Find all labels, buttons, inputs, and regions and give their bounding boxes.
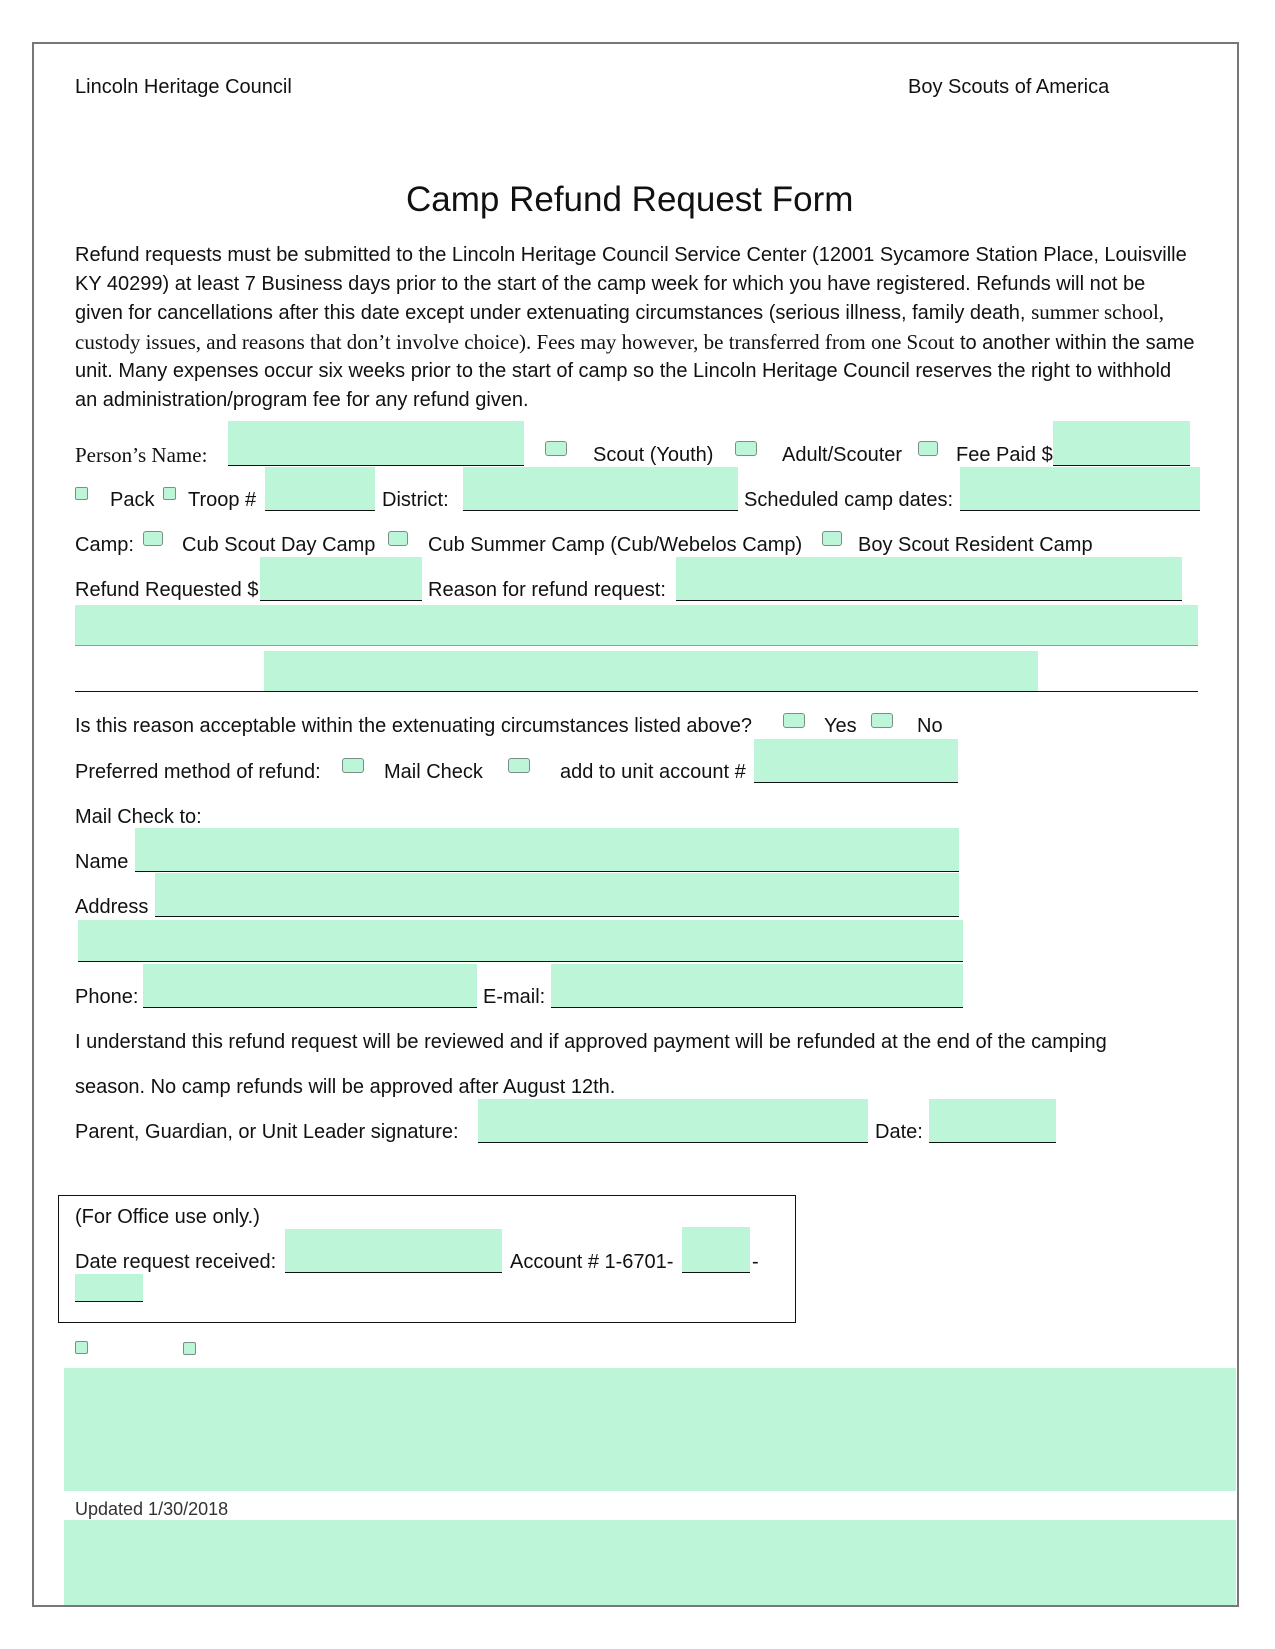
district-underline (463, 510, 738, 511)
address-label: Address (75, 896, 149, 918)
fee-paid-checkbox[interactable] (918, 441, 938, 456)
understand-line-1: I understand this refund request will be reviewed and if approved payment will be refunded at the end of the camping (75, 1031, 1107, 1053)
account-dash: - (752, 1251, 759, 1273)
address-underline-1 (155, 916, 959, 917)
pack-label: Pack (110, 489, 155, 511)
scout-youth-checkbox[interactable] (545, 441, 567, 456)
understand-line-2: season. No camp refunds will be approved after August 12th. (75, 1076, 616, 1098)
reason-field-2[interactable] (75, 605, 1198, 646)
reason-underline-3 (75, 691, 1198, 692)
signature-field[interactable] (478, 1099, 868, 1143)
email-field[interactable] (551, 964, 963, 1008)
office-notes-field[interactable] (64, 1368, 1236, 1491)
cub-day-camp-checkbox[interactable] (143, 531, 163, 546)
name-field[interactable] (135, 828, 959, 872)
page-title: Camp Refund Request Form (406, 180, 854, 219)
scheduled-dates-label: Scheduled camp dates: (744, 489, 954, 511)
unit-account-underline (754, 782, 958, 783)
reason-field-1[interactable] (676, 557, 1182, 601)
acceptable-question: Is this reason acceptable within the extenuating circumstances listed above? (75, 715, 753, 737)
office-use-label: (For Office use only.) (75, 1206, 260, 1228)
office-checkbox-1[interactable] (75, 1341, 88, 1354)
email-underline (551, 1007, 963, 1008)
reason-label: Reason for refund request: (428, 579, 666, 601)
acceptable-no-checkbox[interactable] (871, 713, 893, 728)
account-label: Account # 1-6701- (510, 1251, 674, 1273)
mail-check-checkbox[interactable] (342, 758, 364, 773)
cub-summer-camp-checkbox[interactable] (388, 531, 408, 546)
address-field-2[interactable] (78, 920, 963, 962)
signature-underline (478, 1142, 868, 1143)
troop-label: Troop # (188, 489, 257, 511)
fee-paid-field[interactable] (1053, 421, 1190, 466)
persons-name-underline (228, 465, 524, 466)
intro-text-1: Refund requests must be submitted to the Lincoln Heritage Council Service Center (12001 Sycamore Station Place, Louisville KY 40299) at least 7 Business days prior to the start of the camp week for which you have registered. Refunds will not be given for cancellations after this date except under extenuating circumstances (serious illness, family death, (75, 244, 1187, 324)
district-field[interactable] (463, 467, 738, 511)
date-underline (929, 1142, 1056, 1143)
account-part-2-underline (75, 1301, 143, 1302)
intro-paragraph (75, 241, 1195, 414)
reason-field-3[interactable] (264, 651, 1038, 692)
account-part-2-field[interactable] (75, 1274, 143, 1302)
council-name: Lincoln Heritage Council (75, 76, 292, 98)
pack-checkbox[interactable] (75, 487, 88, 500)
phone-field[interactable] (143, 964, 477, 1008)
signature-label: Parent, Guardian, or Unit Leader signature: (75, 1121, 459, 1143)
address-underline-2 (78, 961, 963, 962)
scheduled-dates-field[interactable] (960, 467, 1200, 511)
office-checkbox-2[interactable] (183, 1342, 196, 1355)
unit-account-checkbox[interactable] (508, 758, 530, 773)
reason-underline-1 (676, 600, 1182, 601)
intro-text-3: to another within the same unit. Many expenses occur six weeks prior to the start of camp so the Lincoln Heritage Council reserves the right to withhold an administration/program fee for any refund given. (75, 331, 1195, 411)
mail-check-label: Mail Check (384, 761, 483, 783)
acceptable-yes-label: Yes (824, 715, 857, 737)
fee-paid-underline (1053, 465, 1190, 466)
updated-date: Updated 1/30/2018 (75, 1499, 229, 1519)
acceptable-yes-checkbox[interactable] (783, 713, 805, 728)
refund-amount-underline (260, 600, 422, 601)
date-field[interactable] (929, 1099, 1056, 1143)
boy-scout-resident-label: Boy Scout Resident Camp (858, 534, 1093, 556)
scheduled-dates-underline (960, 510, 1200, 511)
fee-paid-label: Fee Paid $ (956, 444, 1053, 466)
troop-number-underline (265, 510, 375, 511)
persons-name-field[interactable] (228, 421, 524, 466)
reason-underline-2 (75, 645, 1198, 646)
troop-number-field[interactable] (265, 467, 375, 511)
acceptable-no-label: No (917, 715, 943, 737)
date-received-underline (285, 1272, 502, 1273)
mail-check-to-label: Mail Check to: (75, 806, 202, 828)
refund-amount-field[interactable] (260, 557, 422, 601)
adult-scouter-checkbox[interactable] (735, 441, 757, 456)
date-received-label: Date request received: (75, 1251, 277, 1273)
unit-account-label: add to unit account # (560, 761, 746, 783)
footer-notes-field[interactable] (64, 1520, 1236, 1605)
name-underline (135, 871, 959, 872)
account-part-1-underline (682, 1272, 750, 1273)
refund-requested-label: Refund Requested $ (75, 579, 259, 601)
adult-scouter-label: Adult/Scouter (782, 444, 903, 466)
cub-summer-camp-label: Cub Summer Camp (Cub/Webelos Camp) (428, 534, 803, 556)
account-part-1-field[interactable] (682, 1227, 750, 1273)
date-received-field[interactable] (285, 1229, 502, 1273)
address-field-1[interactable] (155, 873, 959, 917)
scout-youth-label: Scout (Youth) (593, 444, 714, 466)
camp-label: Camp: (75, 534, 134, 556)
troop-checkbox[interactable] (163, 487, 176, 500)
cub-day-camp-label: Cub Scout Day Camp (182, 534, 376, 556)
name-label: Name (75, 851, 129, 873)
intro-text-2: summer school, custody issues, and reasons that don’t involve choice). Fees may however, be transferred from one Scout (75, 300, 1165, 354)
date-label: Date: (875, 1121, 923, 1143)
preferred-method-label: Preferred method of refund: (75, 761, 321, 783)
organization-name: Boy Scouts of America (908, 76, 1110, 98)
district-label: District: (382, 489, 449, 511)
persons-name-label: Person’s Name: (75, 443, 208, 467)
phone-underline (143, 1007, 477, 1008)
boy-scout-resident-checkbox[interactable] (822, 531, 842, 546)
phone-label: Phone: (75, 986, 139, 1008)
email-label: E-mail: (483, 986, 546, 1008)
unit-account-field[interactable] (754, 739, 958, 783)
